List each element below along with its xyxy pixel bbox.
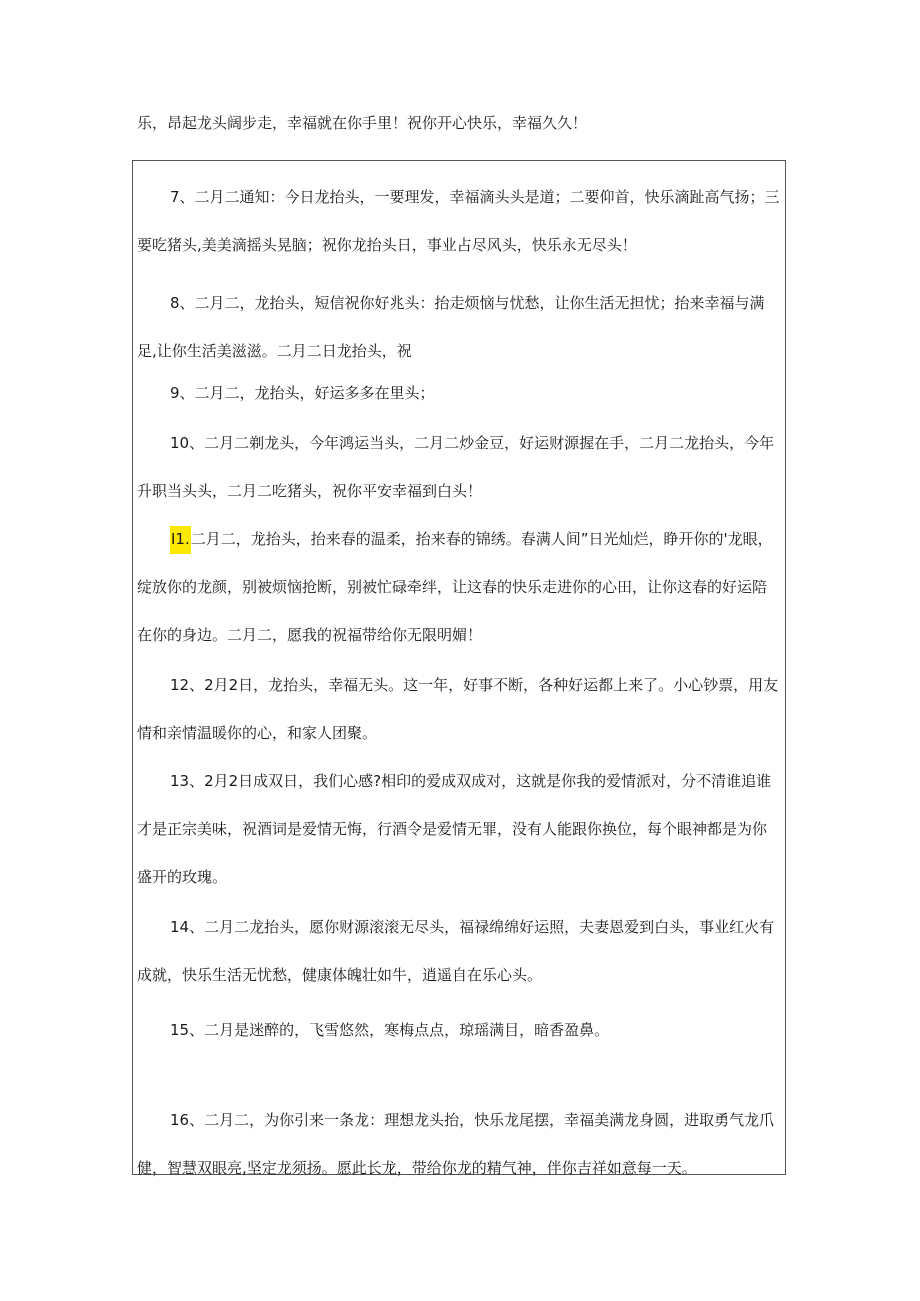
paragraph-13: 13、2月2日成双日，我们心感?相印的爱成双成对，这就是你我的爱情派对，分不清谁追谁才是正宗美味，祝酒词是爱情无悔，行酒令是爱情无罪，没有人能跟你换位，每个眼神都是为你盛开的玫瑰。 bbox=[137, 772, 772, 886]
intro-line: 乐，昂起龙头阔步走，幸福就在你手里！祝你开心快乐，幸福久久！ bbox=[137, 114, 588, 132]
paragraph-11 bbox=[137, 515, 781, 659]
paragraph-16: 16、二月二，为你引来一条龙：理想龙头抬，快乐龙尾摆，幸福美满龙身圆，进取勇气龙爪健，智慧双眼亮,坚定龙须扬。愿此长龙，带给你龙的精气神，伴你吉祥如意每一天。 bbox=[137, 1111, 775, 1177]
paragraph-11-text: 二月二，龙抬头，抬来春的温柔，抬来春的锦绣。春满人间”日光灿烂，睁开你的'龙眼，绽放你的龙颜，别被烦恼抢断，别被忙碌牵绊，让这春的快乐走进你的心田，让你这春的好运陪在你的身边。二月二，愿我的祝福带给你无限明媚！ bbox=[137, 530, 773, 644]
highlighted-number: I1. bbox=[170, 526, 191, 554]
paragraph-10: 10、二月二剃龙头，今年鸿运当头，二月二炒金豆，好运财源握在手，二月二龙抬头，今年升职当头头，二月二吃猪头，祝你平安幸福到白头！ bbox=[137, 434, 775, 500]
paragraph-7: 7、二月二通知：今日龙抬头，一要理发，幸福滴头头是道；二要仰首，快乐滴趾高气扬；三要吃猪头,美美滴摇头晃脑；祝你龙抬头日，事业占尽风头，快乐永无尽头！ bbox=[137, 188, 780, 254]
paragraph-9: 9、二月二，龙抬头，好运多多在里头； bbox=[170, 384, 435, 402]
paragraph-14: 14、二月二龙抬头，愿你财源滚滚无尽头，福禄绵绵好运照，夫妻恩爱到白头，事业红火有成就，快乐生活无忧愁，健康体魄壮如牛，逍遥自在乐心头。 bbox=[137, 918, 775, 984]
paragraph-15: 15、二月是迷醉的，飞雪悠然，寒梅点点，琼瑶满目，暗香盈鼻。 bbox=[170, 1021, 610, 1039]
paragraph-12: 12、2月2日，龙抬头，幸福无头。这一年，好事不断，各种好运都上来了。小心钞票，用友情和亲情温暖你的心，和家人团聚。 bbox=[137, 676, 779, 742]
content-box bbox=[132, 160, 786, 1175]
paragraph-8: 8、二月二，龙抬头，短信祝你好兆头：抬走烦恼与忧愁，让你生活无担忧；抬来幸福与满足,让你生活美滋滋。二月二日龙抬头，祝 bbox=[137, 294, 765, 360]
